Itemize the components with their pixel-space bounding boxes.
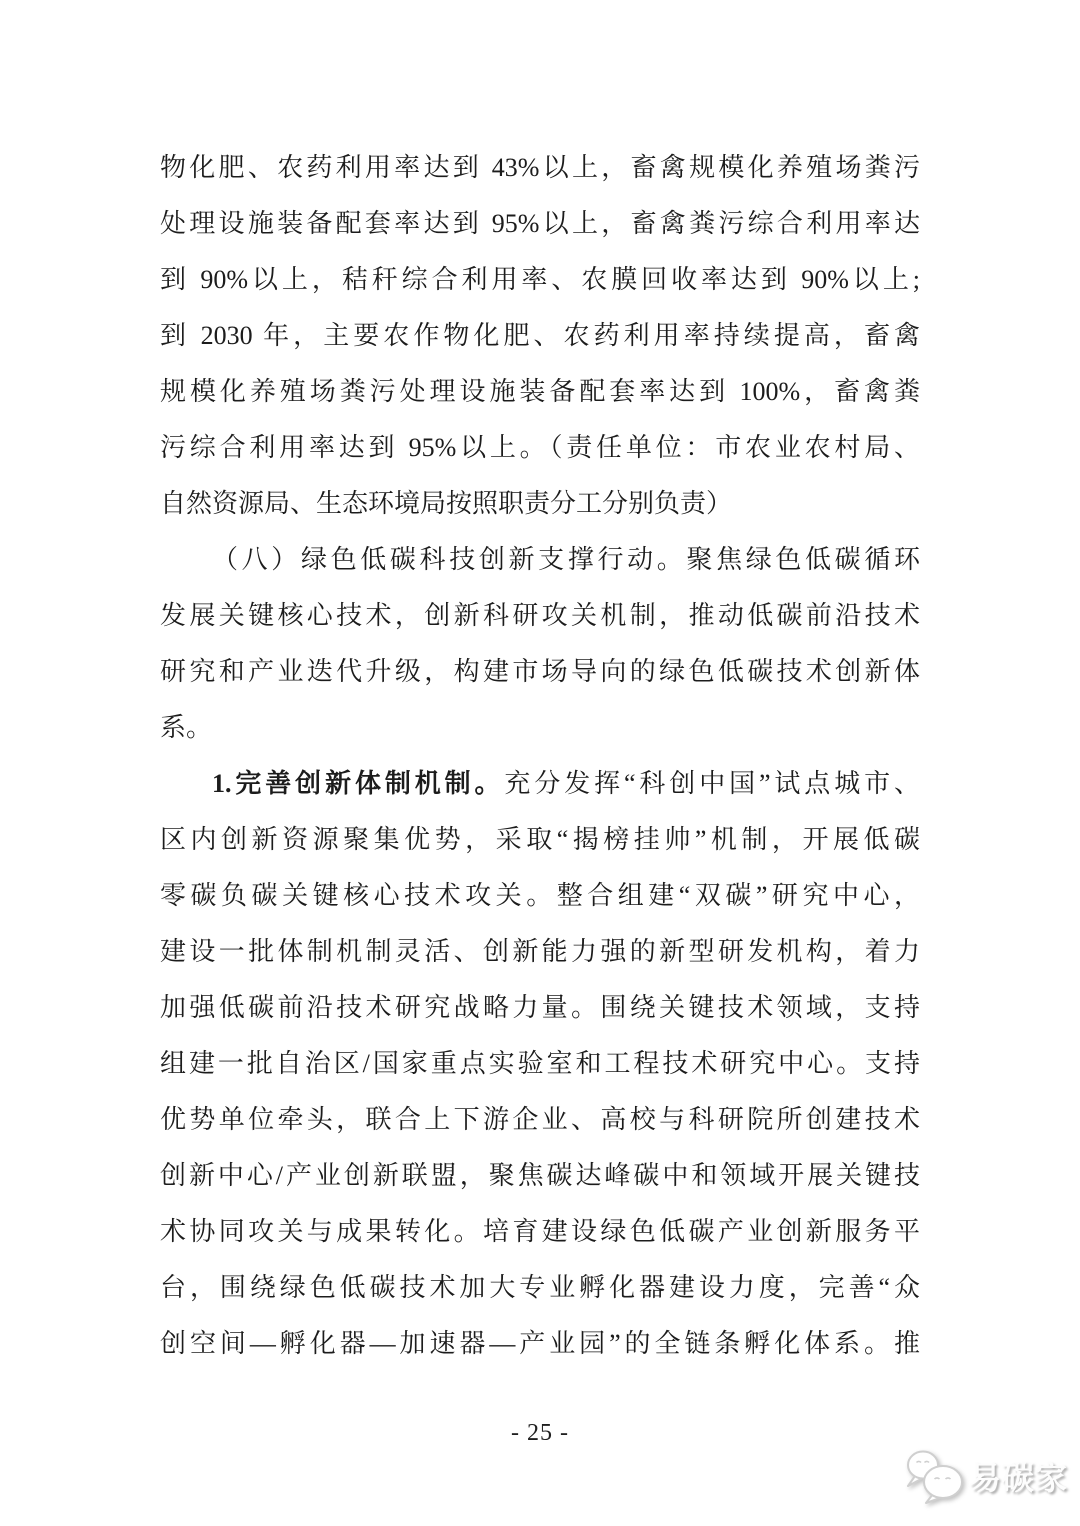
text-segment: 组建一批自治区/国家重点实验室和工程技术研究中心。支持 [160, 1049, 920, 1078]
text-segment: 建设一批体制机制灵活、创新能力强的新型研发机构，着力 [160, 937, 920, 966]
text-line [160, 140, 920, 196]
text-line [160, 1316, 920, 1372]
text-segment: 发展关键核心技术，创新科研攻关机制，推动低碳前沿技术 [160, 601, 920, 630]
text-line [160, 644, 920, 700]
text-segment: 处理设施装备配套率达到 95%以上，畜禽粪污综合利用率达 [160, 209, 920, 238]
text-line [160, 1204, 920, 1260]
text-line [160, 700, 920, 756]
text-segment: 到 90%以上，秸秆综合利用率、农膜回收率达到 90%以上; [160, 265, 920, 294]
watermark-brand: 易碳家 [969, 1460, 1069, 1496]
text-segment: 规模化养殖场粪污处理设施装备配套率达到 100%，畜禽粪 [160, 377, 920, 406]
text-line [160, 252, 920, 308]
text-segment: 加强低碳前沿技术研究战略力量。围绕关键技术领域，支持 [160, 993, 920, 1022]
text-segment: 研究和产业迭代升级，构建市场导向的绿色低碳技术创新体 [160, 657, 920, 686]
text-line [160, 756, 920, 812]
text-segment: 自然资源局、生态环境局按照职责分工分别负责） [160, 489, 733, 518]
text-line [160, 588, 920, 644]
text-segment: 创空间—孵化器—加速器—产业园”的全链条孵化体系。推 [160, 1329, 920, 1358]
text-segment: 零碳负碳关键核心技术攻关。整合组建“双碳”研究中心， [160, 881, 920, 910]
text-segment: 区内创新资源聚集优势，采取“揭榜挂帅”机制，开展低碳 [160, 825, 920, 854]
text-segment: 优势单位牵头，联合上下游企业、高校与科研院所创建技术 [160, 1105, 920, 1134]
text-line [160, 532, 920, 588]
text-segment: 台，围绕绿色低碳技术加大专业孵化器建设力度，完善“众 [160, 1273, 920, 1302]
text-segment: 污综合利用率达到 95%以上。（责任单位：市农业农村局、 [160, 433, 920, 462]
text-line [160, 812, 920, 868]
text-line [160, 1036, 920, 1092]
text-segment: 到 2030 年，主要农作物化肥、农药利用率持续提高，畜禽 [160, 321, 920, 350]
text-line [160, 924, 920, 980]
text-line [160, 196, 920, 252]
text-line [160, 308, 920, 364]
text-segment: 术协同攻关与成果转化。培育建设绿色低碳产业创新服务平 [160, 1217, 920, 1246]
text-segment-bold: 1.完善创新体制机制。 [212, 769, 505, 798]
text-line [160, 476, 920, 532]
text-segment: 充分发挥“科创中国”试点城市、 [504, 769, 920, 798]
text-segment: 创新中心/产业创新联盟，聚焦碳达峰碳中和领域开展关键技 [160, 1161, 920, 1190]
page-number: - 25 - [511, 1420, 569, 1446]
text-segment: （八）绿色低碳科技创新支撑行动。聚焦绿色低碳循环 [212, 545, 920, 574]
watermark [903, 1447, 1068, 1505]
text-line [160, 420, 920, 476]
text-segment: 系。 [160, 713, 213, 742]
text-line [160, 1260, 920, 1316]
text-line [160, 1092, 920, 1148]
wechat-chat-bubbles-icon [903, 1448, 965, 1504]
document-body [160, 140, 920, 1372]
text-line [160, 980, 920, 1036]
text-line [160, 1148, 920, 1204]
text-line [160, 364, 920, 420]
text-segment: 物化肥、农药利用率达到 43%以上，畜禽规模化养殖场粪污 [160, 153, 920, 182]
text-line [160, 868, 920, 924]
